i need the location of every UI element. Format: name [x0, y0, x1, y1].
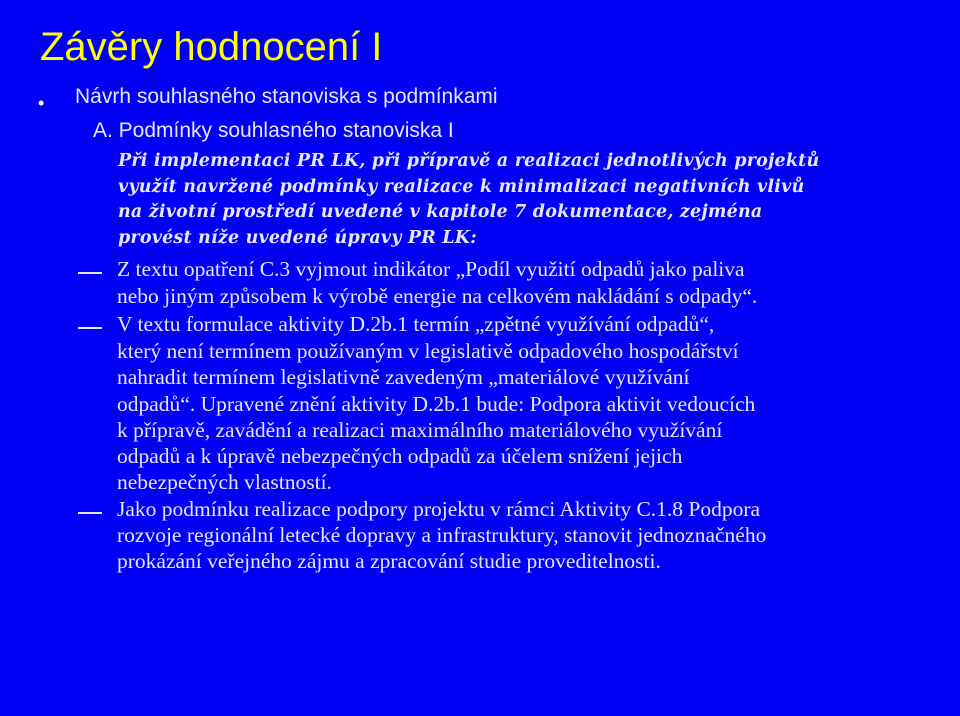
bullet-icon: • [38, 93, 45, 113]
bullet-point-text: Návrh souhlasného stanoviska s podmínkami [75, 85, 498, 108]
item-line: nebo jiným způsobem k výrobě energie na celkovém nakládání s odpady“. [117, 284, 758, 308]
intro-line: na životní prostředí uvedené v kapitole 7 dokumentace, zejména [118, 202, 763, 222]
item-line: Jako podmínku realizace podpory projektu v rámci Aktivity C.1.8 Podpora [117, 497, 761, 521]
item-line: který není termínem používaným v legislativě odpadového hospodářství [117, 339, 739, 363]
subheading: A. Podmínky souhlasného stanoviska I [93, 119, 454, 142]
intro-line: využít navržené podmínky realizace k minimalizaci negativních vlivů [118, 177, 805, 197]
dash-bullet-icon [78, 327, 102, 329]
item-line: nahradit termínem legislativně zavedeným „materiálové využívání [117, 365, 690, 389]
intro-line: Při implementaci PR LK, při přípravě a realizaci jednotlivých projektů [118, 151, 820, 171]
item-line: rozvoje regionální letecké dopravy a infrastruktury, stanovit jednoznačného [117, 523, 767, 547]
item-line: odpadů a k úpravě nebezpečných odpadů za účelem snížení jejich [117, 444, 683, 468]
dash-bullet-icon [78, 272, 102, 274]
item-line: nebezpečných vlastností. [117, 470, 332, 494]
item-line: V textu formulace aktivity D.2b.1 termín „zpětné využívání odpadů“, [117, 312, 715, 336]
item-line: k přípravě, zavádění a realizaci maximálního materiálového využívání [117, 418, 723, 442]
slide-title: Závěry hodnocení I [40, 25, 383, 69]
item-line: Z textu opatření C.3 vyjmout indikátor „Podíl využití odpadů jako paliva [117, 257, 745, 281]
dash-bullet-icon [78, 512, 102, 514]
item-line: prokázání veřejného zájmu a zpracování studie proveditelnosti. [117, 549, 661, 573]
intro-line: provést níže uvedené úpravy PR LK: [118, 228, 477, 248]
item-line: odpadů“. Upravené znění aktivity D.2b.1 bude: Podpora aktivit vedoucích [117, 392, 756, 416]
